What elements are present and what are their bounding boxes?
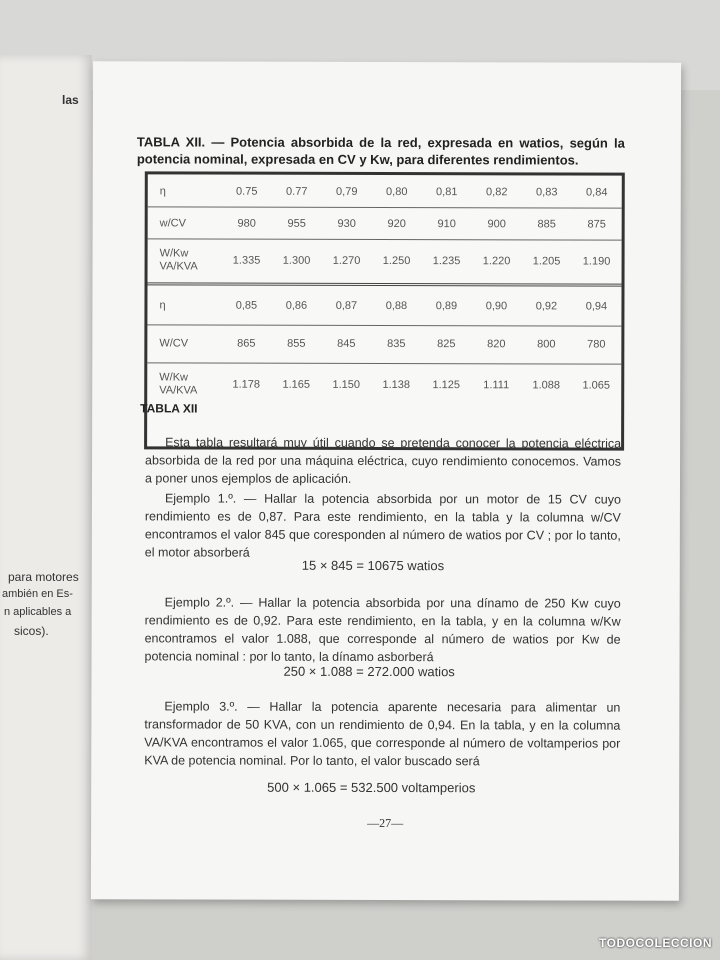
table-cell: 1.220: [482, 255, 511, 268]
table-row-wkw-2: [147, 366, 621, 403]
table-cell: 865: [237, 337, 256, 350]
table-cell: 1.125: [432, 379, 461, 392]
row-label: [147, 371, 221, 397]
table-caption: TABLA XII. — Potencia absorbida de la red, expresada en watios, según la potencia nominal, expresada en CV y Kw, para diferentes rendimientos.: [136, 134, 625, 168]
table-cell: 1.065: [582, 379, 611, 392]
row-label: η: [159, 184, 166, 197]
table-cell: 1.250: [382, 254, 411, 268]
table-block-divider: [148, 282, 622, 286]
table-cell: 855: [287, 337, 306, 350]
table-cell: 1.300: [282, 254, 311, 267]
left-page-fragment: n aplicables a: [4, 606, 72, 618]
table-cell: 930: [337, 217, 356, 230]
table-cell: 1.178: [232, 378, 261, 391]
table-rule: [148, 238, 622, 240]
table-cell: 1.165: [282, 378, 311, 391]
table-cell: 0,85: [235, 299, 258, 312]
table-rule: [147, 362, 621, 364]
table-cell: 0,87: [335, 299, 358, 312]
example-2-paragraph: Ejemplo 2.º. — Hallar la potencia absorbida por una dínamo de 250 Kw cuyo rendimiento es de 0,92. Para este rendimiento, en la tabla, y en la columna w/Kw encontramos el valor 1.088, que corresponde al número de watios por Kw de potencia nominal : por lo tanto, la dínamo asborberá: [144, 595, 621, 665]
left-page-fragment: sicos).: [14, 624, 49, 638]
table-cell: 900: [487, 218, 506, 231]
table-cell: 845: [337, 337, 356, 350]
table-row-eta-2: [147, 290, 621, 321]
table-cell: 780: [587, 338, 606, 351]
row-label: W/CV: [159, 336, 189, 349]
table-row-wkw-1: [148, 242, 622, 279]
table-row-eta-1: [148, 178, 622, 205]
table-cell: 1.335: [232, 254, 261, 267]
left-page-fragment: para motores: [8, 570, 79, 584]
left-page-fragment: las: [62, 93, 79, 107]
table-cell: 1.270: [332, 254, 361, 267]
equation-2: 250 × 1.088 = 272.000 watios: [283, 663, 455, 680]
table-cell: 875: [587, 218, 606, 231]
table-cell: 0,89: [435, 300, 458, 313]
table-cell: 0,94: [585, 300, 608, 313]
table-cell: 0,79: [336, 185, 358, 198]
equation-1: 15 × 845 = 10675 watios: [301, 557, 445, 574]
row-label: η: [159, 298, 166, 311]
table-cell: 0,90: [485, 300, 508, 313]
table-cell: 825: [437, 338, 456, 351]
table-cell: 980: [237, 217, 256, 230]
table-row-wcv-2: [147, 328, 621, 359]
book-page: [91, 61, 681, 901]
left-page-fragment: ambién en Es-: [2, 588, 73, 600]
row-label-line: VA/KVA: [159, 260, 198, 273]
intro-paragraph: Esta tabla resultará muy útil cuando se pretenda conocer la potencia eléctrica absorbida de la red por una máquina eléctrica, cuyo rendimiento conocemos. Vamos a poner unos ejemplos de aplicación.: [144, 435, 622, 486]
table-cell: 1.088: [532, 379, 561, 392]
table-cell: 1.190: [582, 255, 611, 268]
table-cell: 0,83: [536, 186, 558, 199]
equation-3: 500 × 1.065 = 532.500 voltamperios: [267, 779, 476, 796]
table-cell: 1.138: [382, 378, 411, 392]
table-cell: 0.77: [286, 185, 308, 198]
table-cell: 1.111: [483, 379, 510, 392]
table-cell: 920: [387, 218, 406, 231]
table-cell: 0,92: [535, 300, 558, 313]
table-cell: 835: [387, 338, 406, 351]
table-cell: 1.235: [432, 255, 461, 268]
example-1-paragraph: Ejemplo 1.º. — Hallar la potencia absorbida por un motor de 15 CV cuyo rendimiento es de 0,87. Para este rendimiento, en la tabla y la columna w/CV encontramos el valor 845 que coresponden al número de watios por CV ; por lo tanto, el motor absorberá: [144, 491, 621, 560]
table-cell: 885: [537, 218, 556, 231]
table-cell: 0,80: [386, 185, 408, 199]
table-cell: 0,86: [285, 299, 308, 312]
table-cell: 820: [487, 338, 506, 351]
table-cell: 1.205: [532, 255, 561, 268]
table-cell: 910: [437, 218, 456, 231]
row-label-line: W/Kw: [159, 371, 189, 384]
row-label: [148, 247, 222, 273]
row-label: w/CV: [159, 216, 186, 229]
table-cell: 1.150: [332, 378, 361, 391]
table-rule: [147, 324, 621, 326]
table-cell: 0,88: [385, 299, 408, 313]
table-cell: 0,81: [436, 186, 458, 199]
left-page-edge: [0, 55, 92, 960]
section-heading: TABLA XII: [140, 401, 198, 416]
table-cell: 955: [287, 217, 306, 230]
table-cell: 0,84: [586, 186, 608, 199]
watermark: TODOCOLECCION: [599, 936, 712, 950]
table-cell: 0,82: [486, 186, 508, 199]
power-table: [144, 171, 625, 450]
table-rule: [148, 206, 622, 208]
row-label-line: W/Kw: [159, 247, 189, 260]
example-3-paragraph: Ejemplo 3.º. — Hallar la potencia aparente necesaria para alimentar un transformador de 50 KVA, con un rendimiento de 0,94. En la tabla, y en la columna VA/KVA encontramos el valor 1.065, que corresponde al número de voltamperios por KVA de potencia nominal. Por lo tanto, el valor buscado será: [144, 699, 621, 769]
table-row-wcv-1: [148, 210, 622, 237]
table-cell: 0.75: [236, 185, 258, 198]
page-number: —27—: [367, 815, 404, 831]
row-label-line: VA/KVA: [159, 384, 198, 397]
table-cell: 800: [537, 338, 556, 351]
